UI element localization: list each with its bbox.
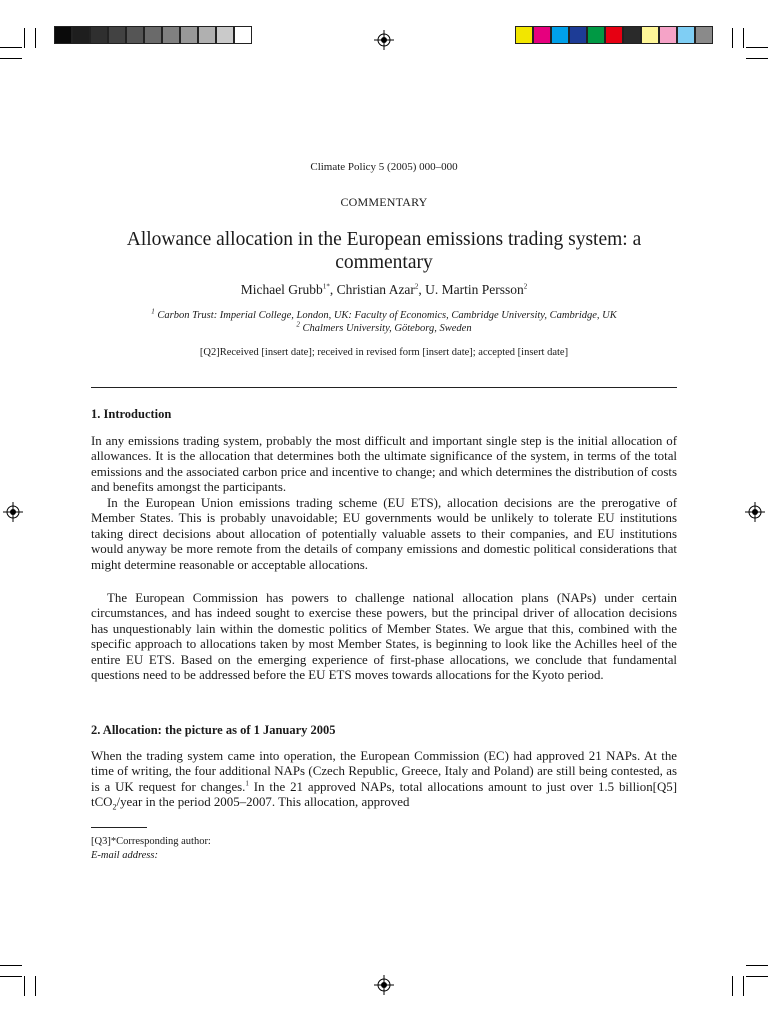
color-swatch (234, 26, 252, 44)
registration-mark-icon (374, 30, 394, 50)
color-calibration-bar (515, 26, 713, 44)
registration-mark-icon (374, 975, 394, 995)
affiliation-text: Carbon Trust: Imperial College, London, UK: Faculty of Economics, Cambridge University, Cambridge, UK (157, 310, 617, 321)
crop-mark (746, 965, 768, 966)
submission-dates: [Q2]Received [insert date]; received in revised form [insert date]; accepted [insert date] (199, 347, 569, 358)
color-swatch (605, 26, 623, 44)
color-swatch (216, 26, 234, 44)
author-list: Michael Grubb$^{1*}$, Christian Azar$^2$, U. Martin Persson$^2$ (240, 282, 528, 297)
color-swatch (108, 26, 126, 44)
email-label: E-mail address: (91, 850, 158, 861)
crop-mark (732, 976, 733, 996)
crop-mark (732, 28, 733, 48)
registration-mark-icon (745, 502, 765, 522)
crop-mark (24, 28, 25, 48)
color-swatch (695, 26, 713, 44)
color-swatch (162, 26, 180, 44)
crop-mark (0, 47, 22, 48)
color-swatch (659, 26, 677, 44)
color-swatch (72, 26, 90, 44)
color-swatch (144, 26, 162, 44)
color-swatch (515, 26, 533, 44)
crop-mark (0, 58, 22, 59)
color-swatch (623, 26, 641, 44)
body-paragraph (91, 749, 677, 811)
registration-mark-icon (3, 502, 23, 522)
body-paragraph: In any emissions trading system, probably the most difficult and important single step is the initial allocation of allowances. It is the allocation that determines both the ultimate significance of the system, in terms of the total emissions and the associated carbon price and incentive to change; and which determines the distribution of costs and benefits amongst the participants. (91, 434, 677, 495)
section-heading: 2. Allocation: the picture as of 1 January 2005 (91, 723, 336, 737)
crop-mark (24, 976, 25, 996)
color-swatch (198, 26, 216, 44)
author-name: U. Martin Persson (425, 282, 524, 297)
crop-mark (743, 28, 744, 48)
color-swatch (180, 26, 198, 44)
color-swatch (641, 26, 659, 44)
article-title: Allowance allocation in the European emissions trading system: a commentary (126, 229, 642, 273)
footnote-divider (91, 827, 147, 828)
affiliation (0, 307, 768, 321)
affiliation-text: Chalmers University, Göteborg, Sweden (302, 323, 472, 334)
subscript: 2 (112, 802, 117, 812)
crop-mark (746, 976, 768, 977)
crop-mark (35, 976, 36, 996)
body-paragraph: The European Commission has powers to challenge national allocation plans (NAPs) under certain circumstances, and has indeed sought to exercise these powers, but the principal driver of allocation decisions has unquestionably lain within the domestic politics of Member States. We argue that this, combined with the specific approach to allocations taken by most Member States, is beginning to look like the Achilles heel of the entire EU ETS. Based on the emerging experience of first-phase allocations, we conclude that fundamental questions need to be addressed before the EU ETS moves towards allocations for the Kyoto period. (91, 591, 677, 683)
corresponding-author-note: [Q3]*Corresponding author: (91, 836, 211, 847)
crop-mark (0, 976, 22, 977)
color-swatch (126, 26, 144, 44)
author-mark: 2 (414, 282, 419, 291)
author-mark: 1* (322, 282, 330, 291)
color-swatch (533, 26, 551, 44)
paragraph-text: /year in the period 2005–2007. This allocation, approved (116, 795, 410, 810)
color-swatch (587, 26, 605, 44)
section-heading: 1. Introduction (91, 407, 172, 421)
author-name: Michael Grubb (240, 282, 323, 297)
affiliation-mark: 2 (296, 320, 300, 329)
paragraph-text: In the 21 approved NAPs, total allocations amount to just over 1.5 billion[Q5] tCO (91, 779, 677, 810)
crop-mark (35, 28, 36, 48)
grayscale-calibration-bar (54, 26, 252, 44)
affiliation (0, 320, 768, 334)
author-mark: 2 (523, 282, 528, 291)
color-swatch (54, 26, 72, 44)
color-swatch (551, 26, 569, 44)
color-swatch (569, 26, 587, 44)
footnote-ref: 1 (245, 779, 249, 788)
journal-citation: Climate Policy 5 (2005) 000–000 (310, 161, 458, 173)
crop-mark (743, 976, 744, 996)
header-divider (91, 387, 677, 388)
body-paragraph: In the European Union emissions trading scheme (EU ETS), allocation decisions are the prerogative of Member States. This is probably unavoidable; EU governments would be unlikely to tolerate EU institutions taking direct decisions about allocation of potentially valuable assets to their companies, and EU institutions would anyway be more remote from the details of company emissions and domestic political considerations that might determine reasonable or acceptable allocations. (91, 496, 677, 572)
crop-mark (746, 58, 768, 59)
paragraph-text: When the trading system came into operation, the European Commission (EC) had approved 21 NAPs. At the time of writing, the four additional NAPs (Czech Republic, Greece, Italy and Poland) are still being contested, as is a UK request for changes. (91, 749, 677, 794)
article-type: COMMENTARY (340, 195, 428, 209)
color-swatch (677, 26, 695, 44)
crop-mark (0, 965, 22, 966)
color-swatch (90, 26, 108, 44)
affiliation-mark: 1 (151, 307, 155, 316)
author-name: Christian Azar (336, 282, 415, 297)
crop-mark (746, 47, 768, 48)
